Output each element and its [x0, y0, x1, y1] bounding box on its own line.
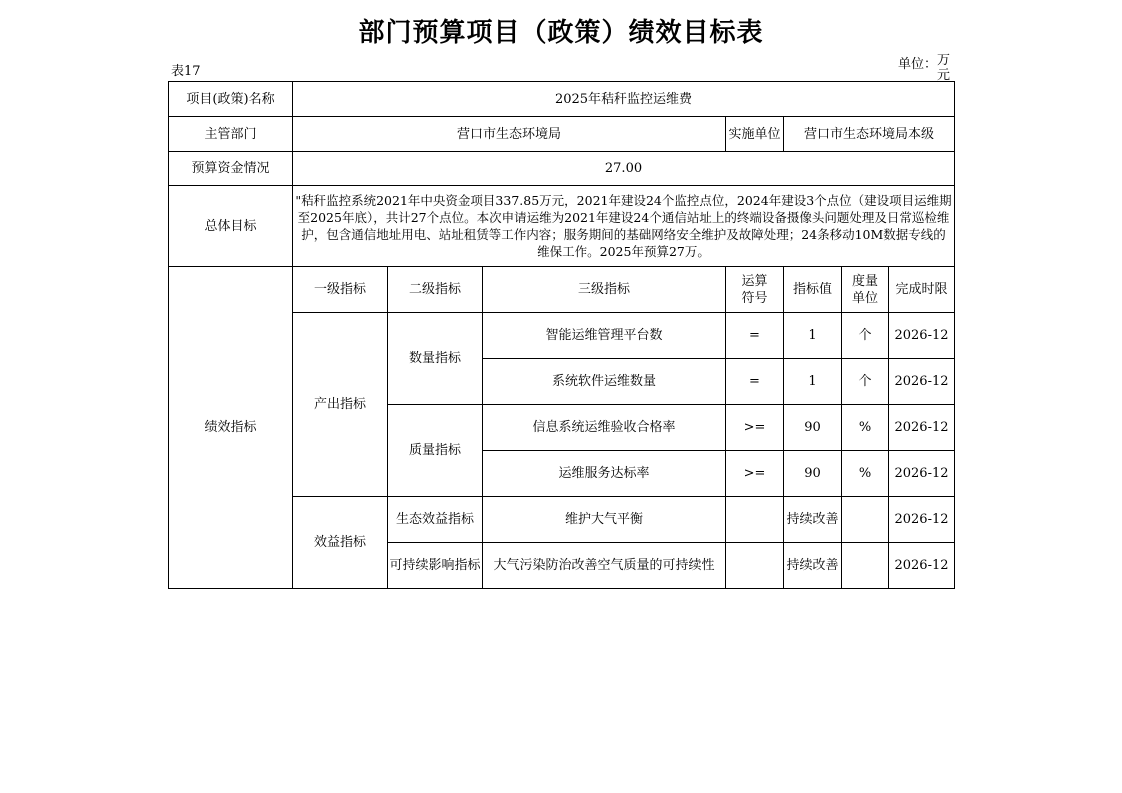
indicator-operator: >= — [726, 451, 784, 497]
impl-label: 实施单位 — [726, 117, 784, 152]
indicator-value: 持续改善 — [784, 543, 842, 589]
indicator-name: 信息系统运维验收合格率 — [483, 405, 726, 451]
indicator-unit — [842, 497, 889, 543]
group-output: 产出指标 — [293, 313, 388, 497]
indicator-value: 90 — [784, 451, 842, 497]
indicator-time: 2026-12 — [889, 313, 955, 359]
indicator-header-row — [169, 267, 955, 313]
group-benefit: 效益指标 — [293, 497, 388, 589]
header-level3: 三级指标 — [483, 267, 726, 313]
group-quality: 质量指标 — [388, 405, 483, 497]
dept-value: 营口市生态环境局 — [293, 117, 726, 152]
budget-label: 预算资金情况 — [169, 152, 293, 186]
project-name-row — [169, 82, 955, 117]
goal-label: 总体目标 — [169, 186, 293, 267]
table-number: 表17 — [171, 64, 201, 79]
indicator-time: 2026-12 — [889, 359, 955, 405]
indicator-value: 90 — [784, 405, 842, 451]
indicator-name: 系统软件运维数量 — [483, 359, 726, 405]
indicator-operator: >= — [726, 405, 784, 451]
header-operator: 运算 符号 — [726, 267, 784, 313]
indicator-unit — [842, 543, 889, 589]
page-title: 部门预算项目（政策）绩效目标表 — [358, 18, 764, 48]
unit-label: 单位： — [898, 57, 938, 72]
indicator-name: 运维服务达标率 — [483, 451, 726, 497]
indicator-unit: 个 — [842, 359, 889, 405]
indicator-name: 维护大气平衡 — [483, 497, 726, 543]
indicator-operator: = — [726, 359, 784, 405]
indicator-unit: % — [842, 405, 889, 451]
dept-label: 主管部门 — [169, 117, 293, 152]
goal-row — [169, 186, 955, 267]
header-time: 完成时限 — [889, 267, 955, 313]
header-value: 指标值 — [784, 267, 842, 313]
header-level2: 二级指标 — [388, 267, 483, 313]
indicator-time: 2026-12 — [889, 543, 955, 589]
indicator-name: 智能运维管理平台数 — [483, 313, 726, 359]
indicator-time: 2026-12 — [889, 451, 955, 497]
indicator-value: 持续改善 — [784, 497, 842, 543]
department-row — [169, 117, 955, 152]
header-level1: 一级指标 — [293, 267, 388, 313]
goal-text: "秸秆监控系统2021年中央资金项目337.85万元，2021年建设24个监控点位，2024年建设3个点位（建设项目运维期至2025年底），共计27个点位。本次申请运维为2021年建设24个通信站址上的终端设备摄像头问题处理及日常巡检维护，包含通信地址用电、站址租赁等工作内容；服务期间的基础网络安全维护及故障处理；24条移动10M数据专线的维保工作。2025年预算27万。 — [293, 186, 955, 267]
group-eco: 生态效益指标 — [388, 497, 483, 543]
indicator-time: 2026-12 — [889, 497, 955, 543]
indicator-unit: % — [842, 451, 889, 497]
performance-goal-table — [168, 81, 955, 589]
group-quantity: 数量指标 — [388, 313, 483, 405]
indicator-operator — [726, 497, 784, 543]
indicator-value: 1 — [784, 359, 842, 405]
unit-value: 万元 — [937, 53, 951, 83]
perf-label: 绩效指标 — [169, 267, 293, 589]
indicator-name: 大气污染防治改善空气质量的可持续性 — [483, 543, 726, 589]
indicator-value: 1 — [784, 313, 842, 359]
header-unit: 度量 单位 — [842, 267, 889, 313]
indicator-unit: 个 — [842, 313, 889, 359]
indicator-operator — [726, 543, 784, 589]
group-sustain: 可持续影响指标 — [388, 543, 483, 589]
budget-value: 27.00 — [293, 152, 955, 186]
budget-row — [169, 152, 955, 186]
impl-value: 营口市生态环境局本级 — [784, 117, 955, 152]
indicator-time: 2026-12 — [889, 405, 955, 451]
project-name-label: 项目(政策)名称 — [169, 82, 293, 117]
indicator-operator: = — [726, 313, 784, 359]
project-name-value: 2025年秸秆监控运维费 — [293, 82, 955, 117]
